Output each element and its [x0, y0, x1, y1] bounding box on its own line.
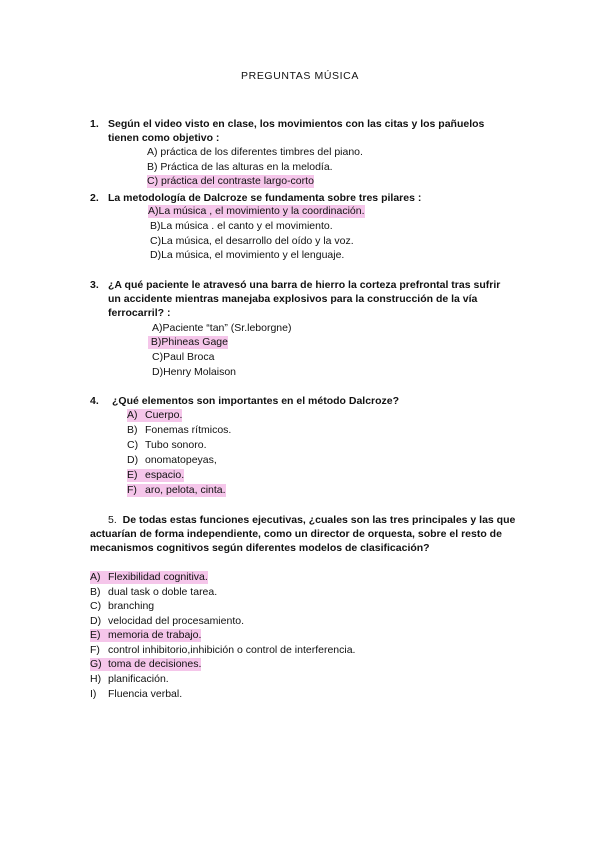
option-5d: D) velocidad del procesamiento.	[90, 615, 244, 627]
option-4c: C) Tubo sonoro.	[127, 439, 207, 451]
option-4a-highlighted: A) Cuerpo.	[127, 409, 183, 421]
option-5f: F) control inhibitorio,inhibición o control de interferencia.	[90, 644, 356, 656]
option-1c-highlighted: C) práctica del contraste largo-corto	[147, 175, 314, 187]
page-title: PREGUNTAS MÚSICA	[241, 70, 359, 82]
option-2d: D)La música, el movimiento y el lenguaje.	[150, 249, 345, 261]
option-5a-highlighted: A) Flexibilidad cognitiva.	[90, 571, 208, 583]
question-text-line: ferrocarril? :	[108, 307, 171, 319]
option-3b-highlighted: B)Phineas Gage	[148, 336, 228, 348]
option-5h: H) planificación.	[90, 673, 169, 685]
question-text-line: un accidente mientras manejaba explosivos para la construcción de la vía	[108, 293, 478, 305]
question-text-line: mecanismos cognitivos según diferentes modelos de clasificación?	[90, 542, 430, 554]
option-3d: D)Henry Molaison	[152, 366, 237, 378]
question-text-line: actuarían de forma independiente, como un director de orquesta, sobre el resto de	[90, 528, 502, 540]
option-3c: C)Paul Broca	[152, 351, 215, 363]
question-number: 5.	[108, 514, 117, 526]
question-2	[90, 191, 422, 205]
option-2a-highlighted: A)La música , el movimiento y la coordinación.	[148, 205, 365, 217]
option-5e-highlighted: E) memoria de trabajo.	[90, 629, 202, 641]
option-3a: A)Paciente “tan” (Sr.leborgne)	[152, 322, 292, 334]
option-4e-highlighted: E) espacio.	[127, 469, 185, 481]
option-2b: B)La música . el canto y el movimiento.	[150, 220, 333, 232]
question-text-line: La metodología de Dalcroze se fundamenta sobre tres pilares :	[108, 192, 422, 204]
option-4b: B) Fonemas rítmicos.	[127, 424, 232, 436]
option-5b: B) dual task o doble tarea.	[90, 586, 218, 598]
option-5g-highlighted: G) toma de decisiones.	[90, 658, 202, 670]
question-3	[90, 278, 501, 320]
option-4d: D) onomatopeyas,	[127, 454, 217, 466]
question-text-line: ¿A qué paciente le atravesó una barra de hierro la corteza prefrontal tras sufrir	[108, 279, 501, 291]
question-text-line: ¿Qué elementos son importantes en el método Dalcroze?	[112, 395, 400, 407]
option-1b: B) Práctica de las alturas en la melodía.	[147, 161, 333, 173]
question-number: 3.	[90, 279, 99, 291]
option-5i: I) Fluencia verbal.	[90, 688, 183, 700]
question-number: 4.	[90, 395, 99, 407]
question-4	[90, 394, 400, 408]
question-number: 1.	[90, 118, 99, 130]
question-5	[90, 513, 530, 555]
question-number: 2.	[90, 192, 99, 204]
question-text-line: 5. De todas estas funciones ejecutivas, ¿cuales son las tres principales y las que	[108, 514, 516, 526]
question-text-line: Según el video visto en clase, los movimientos con las citas y los pañuelos	[108, 118, 485, 130]
option-1a: A) práctica de los diferentes timbres del piano.	[147, 146, 363, 158]
option-4f-highlighted: F) aro, pelota, cinta.	[127, 484, 226, 496]
question-text-line: tienen como objetivo :	[108, 132, 220, 144]
option-5c: C) branching	[90, 600, 155, 612]
option-2c: C)La música, el desarrollo del oído y la voz.	[150, 235, 354, 247]
question-1	[90, 117, 485, 145]
